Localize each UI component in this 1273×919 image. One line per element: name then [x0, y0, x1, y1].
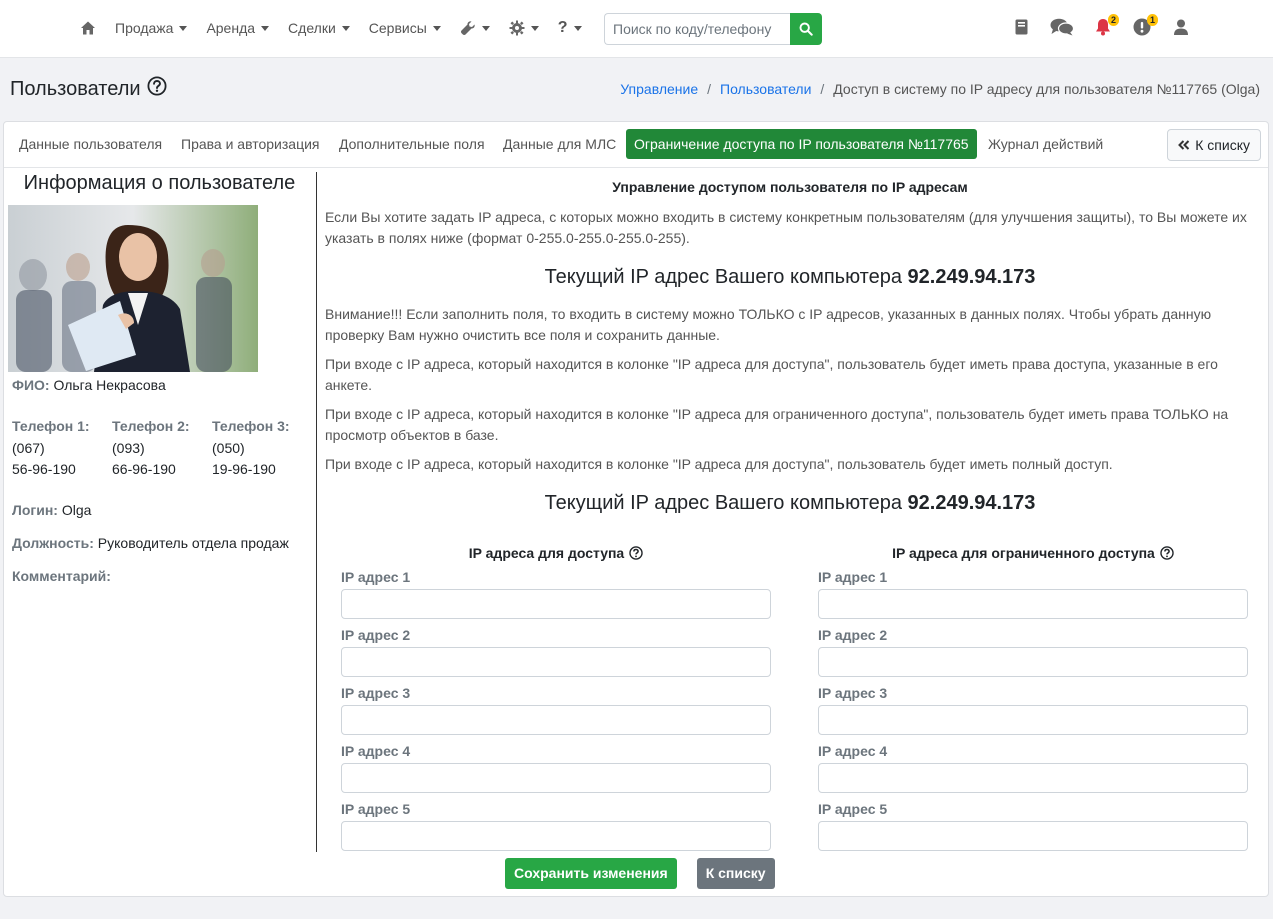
- chevron-down-icon: [482, 26, 490, 31]
- user-photo: [8, 205, 258, 372]
- to-list-button[interactable]: К списку: [697, 858, 775, 889]
- menu-settings[interactable]: [509, 20, 539, 36]
- user-info-title: Информация о пользователе: [23, 172, 296, 194]
- ip-full-access-column: IP адреса для доступа IP адрес 1 IP адрес 2 IP адрес 3 IP адрес 4 IP адрес 5: [341, 545, 771, 851]
- breadcrumb-users[interactable]: Пользователи: [720, 81, 812, 97]
- user-info-panel: [8, 172, 317, 852]
- double-chevron-left-icon: [1178, 140, 1190, 150]
- tab-activity-log[interactable]: Журнал действий: [988, 136, 1104, 152]
- top-navbar: [0, 0, 1273, 58]
- help-circle-icon[interactable]: [147, 76, 167, 102]
- form-actions: [505, 858, 775, 889]
- book-icon[interactable]: [1011, 17, 1031, 37]
- home-icon[interactable]: [80, 20, 96, 36]
- main-menu: [80, 0, 601, 56]
- ip-limited-field-3[interactable]: [818, 705, 1248, 735]
- current-ip-heading-2: Текущий IP адрес Вашего компьютера 92.249.94.173: [544, 492, 1036, 514]
- intro-text: Если Вы хотите задать IP адреса, с которых можно входить в систему конкретным пользователям (для улучшения защиты), то Вы можете их указать в полях ниже (формат 0-255.0-255.0-255.0-255).: [325, 209, 1247, 246]
- breadcrumb-current: Доступ в систему по IP адресу для пользователя №117765 (Olga): [833, 81, 1260, 97]
- ip-limited-access-column: IP адреса для ограниченного доступа IP адрес 1 IP адрес 2 IP адрес 3 IP адрес 4 IP адрес 5: [818, 545, 1248, 851]
- chevron-down-icon: [531, 26, 539, 31]
- save-button[interactable]: Сохранить изменения: [505, 858, 677, 889]
- tab-ip-restriction[interactable]: Ограничение доступа по IP пользователя №117765: [626, 129, 977, 159]
- user-icon[interactable]: [1171, 17, 1191, 37]
- rule-2-text: При входе с IP адреса, который находится в колонке "IP адреса для ограниченного доступа", пользователь будет иметь права ТОЛЬКО на просмотр объектов в базе.: [325, 406, 1229, 443]
- phone-3: Телефон 3: (050) 19-96-190: [212, 418, 290, 477]
- menu-help[interactable]: ?: [558, 19, 582, 37]
- ip-access-panel: [325, 172, 1255, 515]
- breadcrumb: Управление / Пользователи / Доступ в систему по IP адресу для пользователя №117765 (Olga): [620, 81, 1260, 97]
- tab-rights[interactable]: Права и авторизация: [181, 136, 320, 152]
- menu-rent[interactable]: Аренда: [206, 20, 269, 36]
- ip-full-field-2[interactable]: [341, 647, 771, 677]
- user-login: Логин: Olga: [12, 502, 92, 518]
- tab-extra-fields[interactable]: Дополнительные поля: [339, 136, 485, 152]
- menu-deals[interactable]: Сделки: [288, 20, 350, 36]
- phone-2: Телефон 2: (093) 66-96-190: [112, 418, 190, 477]
- ip-limited-field-5[interactable]: [818, 821, 1248, 851]
- ip-limited-field-4[interactable]: [818, 763, 1248, 793]
- current-ip-heading-1: Текущий IP адрес Вашего компьютера 92.249.94.173: [544, 266, 1036, 288]
- phone-1: Телефон 1: (067) 56-96-190: [12, 418, 90, 477]
- chevron-down-icon: [433, 26, 441, 31]
- rule-1-text: При входе с IP адреса, который находится в колонке "IP адреса для доступа", пользователь будет иметь права доступа, указанные в его анкете.: [325, 356, 1218, 393]
- menu-sales[interactable]: Продажа: [115, 20, 187, 36]
- alerts-badge: 1: [1147, 14, 1158, 26]
- chevron-down-icon: [342, 26, 350, 31]
- tab-mls[interactable]: Данные для МЛС: [503, 136, 617, 152]
- chevron-down-icon: [261, 26, 269, 31]
- wrench-icon: [460, 20, 476, 36]
- ip-limited-field-2[interactable]: [818, 647, 1248, 677]
- ip-full-field-4[interactable]: [341, 763, 771, 793]
- chat-icon[interactable]: [1050, 17, 1074, 37]
- user-comment: Комментарий:: [12, 568, 111, 584]
- chevron-down-icon: [574, 26, 582, 31]
- user-toolbar: [1011, 17, 1191, 37]
- search-icon: [799, 22, 813, 36]
- ip-full-field-5[interactable]: [341, 821, 771, 851]
- menu-tools[interactable]: [460, 20, 490, 36]
- gear-icon: [509, 20, 525, 36]
- page-title: Пользователи: [10, 76, 167, 102]
- user-position: Должность: Руководитель отдела продаж: [12, 535, 289, 551]
- notifications-badge: 2: [1108, 14, 1119, 26]
- alert-icon[interactable]: [1132, 15, 1155, 37]
- tab-user-data[interactable]: Данные пользователя: [19, 136, 163, 152]
- tab-bar: [4, 122, 1268, 168]
- user-phones: [12, 418, 312, 480]
- back-to-list-button[interactable]: К списку: [1167, 129, 1261, 161]
- chevron-down-icon: [179, 26, 187, 31]
- help-circle-icon[interactable]: [1160, 546, 1174, 560]
- search-button[interactable]: [790, 13, 822, 45]
- help-circle-icon[interactable]: [629, 546, 643, 560]
- search-input[interactable]: [604, 13, 790, 45]
- rule-3-text: При входе с IP адреса, который находится в колонке "IP адреса для доступа", пользователь будет иметь полный доступ.: [325, 456, 1113, 472]
- ip-access-title: Управление доступом пользователя по IP адресам: [612, 179, 968, 195]
- ip-full-field-1[interactable]: [341, 589, 771, 619]
- user-fio: ФИО: Ольга Некрасова: [12, 377, 166, 393]
- ip-full-field-3[interactable]: [341, 705, 771, 735]
- warning-text: Внимание!!! Если заполнить поля, то входить в систему можно ТОЛЬКО с IP адресов, указанных в данных полях. Чтобы убрать данную проверку Вам нужно очистить все поля и сохранить данные.: [325, 306, 1212, 343]
- notifications-bell-icon[interactable]: [1093, 15, 1116, 37]
- breadcrumb-management[interactable]: Управление: [620, 81, 699, 97]
- search-bar: [604, 13, 822, 45]
- menu-services[interactable]: Сервисы: [369, 20, 441, 36]
- ip-limited-field-1[interactable]: [818, 589, 1248, 619]
